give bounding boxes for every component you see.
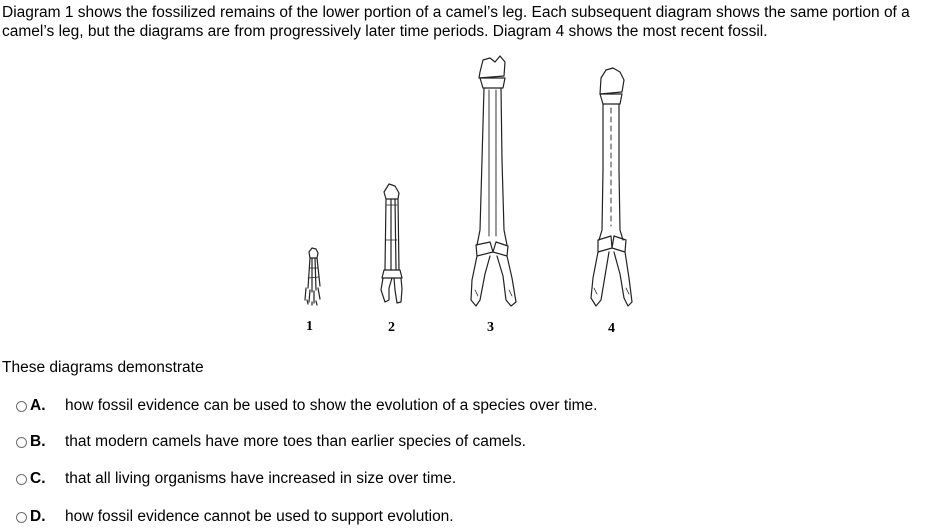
choice-b[interactable] <box>16 431 526 453</box>
choice-c-letter: C. <box>30 470 46 487</box>
radio-b[interactable] <box>16 437 27 448</box>
diagram-label-2: 2 <box>388 320 395 335</box>
choice-d-letter: D. <box>30 508 46 525</box>
question-stem: These diagrams demonstrate <box>2 359 204 376</box>
fossil-leg-3 <box>471 56 516 306</box>
choice-b-letter: B. <box>30 433 46 450</box>
radio-d[interactable] <box>16 512 27 523</box>
diagram-label-4: 4 <box>608 321 615 336</box>
choice-d[interactable] <box>16 506 454 528</box>
radio-a[interactable] <box>16 401 27 412</box>
choice-a-letter: A. <box>30 397 46 414</box>
fossil-leg-1 <box>305 248 320 305</box>
diagram-label-1: 1 <box>306 319 313 334</box>
question-prompt: Diagram 1 shows the fossilized remains of the lower portion of a camel’s leg. Each subsequent diagram shows the same portion of a camel’s leg, but the diagrams are from progressively later time periods. Diagram 4 shows the most recent fossil. <box>2 4 910 40</box>
choice-b-text: that modern camels have more toes than earlier species of camels. <box>65 433 526 450</box>
fossil-leg-2 <box>381 184 402 303</box>
diagram-label-3: 3 <box>487 320 494 335</box>
choice-a-text: how fossil evidence can be used to show the evolution of a species over time. <box>65 397 598 414</box>
radio-c[interactable] <box>16 474 27 485</box>
choice-d-text: how fossil evidence cannot be used to support evolution. <box>65 508 454 525</box>
choice-c-text: that all living organisms have increased in size over time. <box>65 470 457 487</box>
fossil-leg-4 <box>591 68 632 306</box>
choice-c[interactable] <box>16 468 456 490</box>
choice-a[interactable] <box>16 395 597 417</box>
